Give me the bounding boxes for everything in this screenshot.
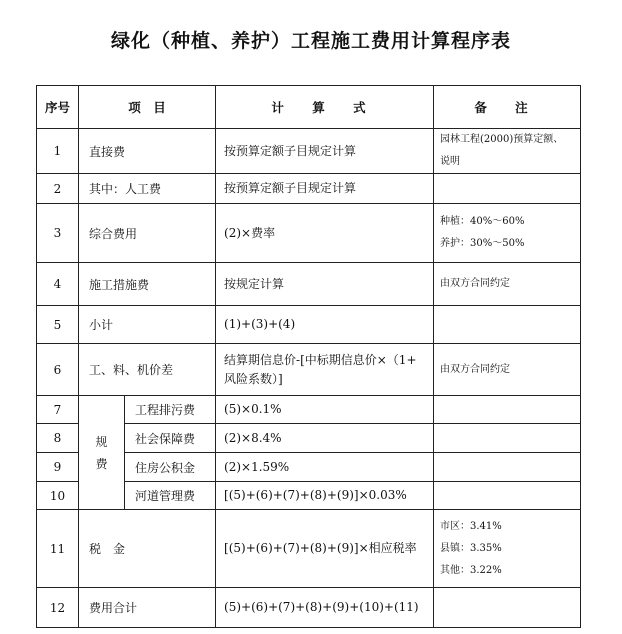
table-row <box>37 510 581 588</box>
row-formula: (1)+(3)+(4) <box>216 306 434 344</box>
row-item: 施工措施费 <box>79 263 216 306</box>
row-note <box>434 424 581 453</box>
row-item: 税 金 <box>79 510 216 588</box>
row-formula: [(5)+(6)+(7)+(8)+(9)]×相应税率 <box>216 510 434 588</box>
row-formula: (2)×8.4% <box>216 424 434 453</box>
note-line: 市区：3.41% <box>440 520 502 532</box>
note-line: 县镇：3.35% <box>440 542 502 554</box>
row-item: 其中：人工费 <box>79 174 216 204</box>
row-formula: (5)×0.1% <box>216 396 434 424</box>
table-row <box>37 204 581 263</box>
note-line: 说明 <box>440 156 461 167</box>
table-row <box>37 306 581 344</box>
table-header-row <box>37 86 581 129</box>
row-item: 住房公积金 <box>125 453 216 482</box>
group-label-char: 费 <box>95 456 108 471</box>
row-no: 7 <box>37 396 79 424</box>
row-note <box>434 588 581 628</box>
row-no: 2 <box>37 174 79 204</box>
table-row <box>37 396 581 424</box>
row-formula <box>216 344 434 396</box>
row-no: 1 <box>37 129 79 174</box>
row-formula: 按规定计算 <box>216 263 434 306</box>
row-no: 12 <box>37 588 79 628</box>
row-note <box>434 174 581 204</box>
row-formula: 按预算定额子目规定计算 <box>216 129 434 174</box>
row-formula: 按预算定额子目规定计算 <box>216 174 434 204</box>
row-formula: (2)×费率 <box>216 204 434 263</box>
table-row <box>37 174 581 204</box>
row-item: 小计 <box>79 306 216 344</box>
row-item: 社会保障费 <box>125 424 216 453</box>
row-item: 费用合计 <box>79 588 216 628</box>
row-note <box>434 396 581 424</box>
table-row <box>37 129 581 174</box>
note-line: 园林工程(2000)预算定额、 <box>440 134 564 145</box>
row-note <box>434 453 581 482</box>
header-formula: 计 算 式 <box>216 86 434 129</box>
page-title: 绿化（种植、养护）工程施工费用计算程序表 <box>110 30 511 52</box>
row-note <box>434 510 581 588</box>
group-label-char: 规 <box>95 434 108 449</box>
row-item: 直接费 <box>79 129 216 174</box>
row-no: 5 <box>37 306 79 344</box>
row-item: 综合费用 <box>79 204 216 263</box>
row-note <box>434 344 581 396</box>
row-item: 工程排污费 <box>125 396 216 424</box>
row-note <box>434 482 581 510</box>
row-no: 6 <box>37 344 79 396</box>
row-no: 10 <box>37 482 79 510</box>
table-row <box>37 344 581 396</box>
row-no: 11 <box>37 510 79 588</box>
header-seq: 序号 <box>37 86 79 129</box>
row-item: 河道管理费 <box>125 482 216 510</box>
fee-calculation-table <box>36 85 581 628</box>
row-formula: (5)+(6)+(7)+(8)+(9)+(10)+(11) <box>216 588 434 628</box>
note-line: 由双方合同约定 <box>440 278 511 289</box>
table-row <box>37 588 581 628</box>
header-item: 项 目 <box>79 86 216 129</box>
formula-line: 结算期信息价-[中标期信息价×（1+ <box>224 352 417 367</box>
note-line: 种植：40%～60% <box>440 216 525 227</box>
row-note <box>434 306 581 344</box>
row-item: 工、料、机价差 <box>79 344 216 396</box>
row-no: 4 <box>37 263 79 306</box>
note-line: 其他：3.22% <box>440 564 502 576</box>
row-no: 3 <box>37 204 79 263</box>
row-no: 9 <box>37 453 79 482</box>
group-label-gui-fei <box>79 396 125 510</box>
row-no: 8 <box>37 424 79 453</box>
row-note <box>434 129 581 174</box>
row-note <box>434 263 581 306</box>
note-line: 由双方合同约定 <box>440 363 511 375</box>
table-row <box>37 263 581 306</box>
header-note: 备 注 <box>434 86 581 129</box>
note-line: 养护：30%～50% <box>440 238 525 249</box>
row-formula: (2)×1.59% <box>216 453 434 482</box>
row-formula: [(5)+(6)+(7)+(8)+(9)]×0.03% <box>216 482 434 510</box>
row-note <box>434 204 581 263</box>
formula-line: 风险系数）] <box>224 371 283 386</box>
